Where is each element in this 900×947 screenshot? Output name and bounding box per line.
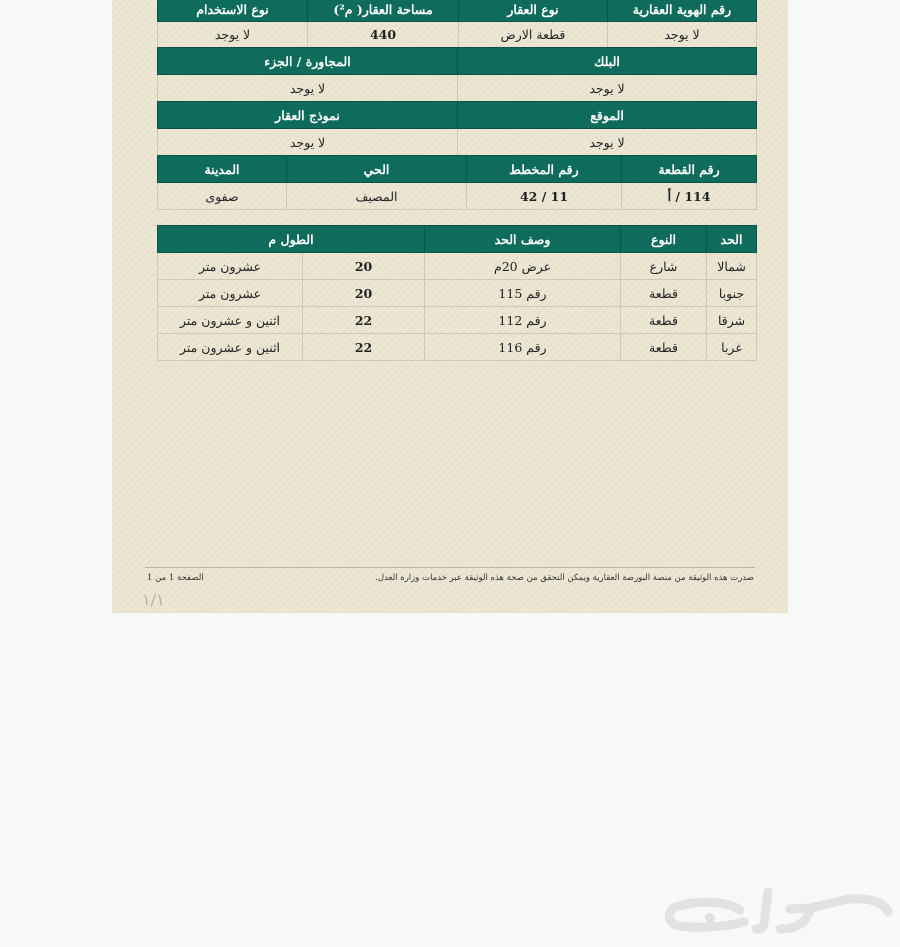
property-model-header: نموذج العقار — [158, 102, 458, 129]
plot-info-table — [157, 155, 757, 210]
logo-dot — [705, 913, 715, 923]
property-model-value: لا يوجد — [158, 129, 458, 156]
district-header: الحي — [287, 156, 467, 183]
table-row — [158, 334, 757, 361]
boundary-type: قطعة — [621, 334, 707, 361]
city-header: المدينة — [158, 156, 287, 183]
location-info-table — [157, 101, 757, 156]
boundary-direction: شمالا — [707, 253, 757, 280]
logo-stroke-alif — [756, 892, 768, 929]
boundary-length-number: 22 — [303, 307, 425, 334]
property-area-value: 440 — [308, 22, 459, 48]
property-type-value: قطعة الارض — [459, 22, 608, 48]
plan-number-value: 11 / 42 — [467, 183, 622, 210]
boundary-description: عرض 20م — [425, 253, 621, 280]
boundary-length-words: عشرون متر — [158, 280, 303, 307]
page-mark: ١/١ — [142, 590, 165, 609]
boundary-header: الحد — [707, 226, 757, 253]
plot-number-value: 114 / أ — [622, 183, 757, 210]
boundary-length-header: الطول م — [158, 226, 425, 253]
table-row — [158, 280, 757, 307]
boundary-description: رقم 112 — [425, 307, 621, 334]
boundary-length-words: اثنين و عشرون متر — [158, 334, 303, 361]
boundary-type-header: النوع — [621, 226, 707, 253]
block-info-table — [157, 47, 757, 102]
property-area-header: مساحة العقار( م²) — [308, 0, 459, 22]
boundary-description: رقم 115 — [425, 280, 621, 307]
city-value: صفوى — [158, 183, 287, 210]
block-value: لا يوجد — [458, 75, 757, 102]
boundary-type: قطعة — [621, 307, 707, 334]
logo-stroke-ha — [790, 899, 888, 912]
usage-type-header: نوع الاستخدام — [158, 0, 308, 22]
boundary-description-header: وصف الحد — [425, 226, 621, 253]
boundary-length-number: 20 — [303, 253, 425, 280]
property-id-header: رقم الهوية العقارية — [608, 0, 757, 22]
boundaries-table — [157, 225, 757, 361]
boundary-direction: جنوبا — [707, 280, 757, 307]
boundary-length-words: اثنين و عشرون متر — [158, 307, 303, 334]
haraj-logo — [660, 878, 896, 938]
location-value: لا يوجد — [458, 129, 757, 156]
boundary-description: رقم 116 — [425, 334, 621, 361]
table-row — [158, 253, 757, 280]
page-count: الصفحة 1 من 1 — [147, 573, 204, 583]
block-header: البلك — [458, 48, 757, 75]
neighborhood-part-header: المجاورة / الجزء — [158, 48, 458, 75]
table-row — [158, 307, 757, 334]
boundary-type: قطعة — [621, 280, 707, 307]
boundary-length-number: 20 — [303, 280, 425, 307]
neighborhood-part-value: لا يوجد — [158, 75, 458, 102]
boundary-direction: شرقا — [707, 307, 757, 334]
district-value: المصيف — [287, 183, 467, 210]
footer-divider — [145, 567, 755, 568]
property-info-table — [157, 0, 757, 48]
property-id-value: لا يوجد — [608, 22, 757, 48]
verification-note: صدرت هذه الوثيقة من منصة البورصة العقارية ويمكن التحقق من صحة هذه الوثيقة عبر خدمات وزارة العدل. — [375, 573, 754, 583]
plan-number-header: رقم المخطط — [467, 156, 622, 183]
usage-type-value: لا يوجد — [158, 22, 308, 48]
boundary-length-number: 22 — [303, 334, 425, 361]
property-type-header: نوع العقار — [459, 0, 608, 22]
boundary-length-words: عشرون متر — [158, 253, 303, 280]
plot-number-header: رقم القطعة — [622, 156, 757, 183]
boundary-direction: غربا — [707, 334, 757, 361]
boundary-type: شارع — [621, 253, 707, 280]
location-header: الموقع — [458, 102, 757, 129]
